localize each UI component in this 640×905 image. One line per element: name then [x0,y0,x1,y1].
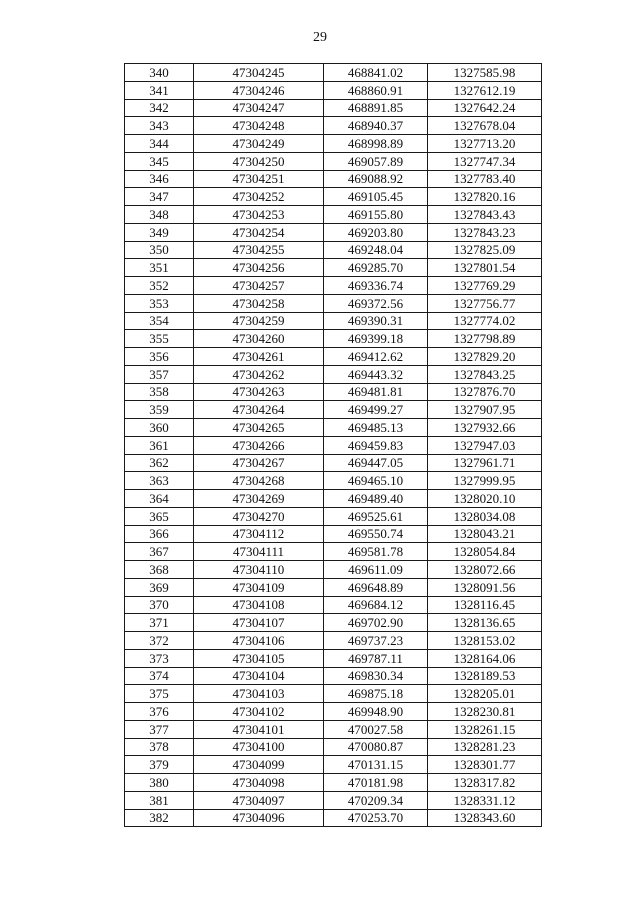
x-coordinate-cell: 469684.12 [324,596,428,614]
y-coordinate-cell: 1327843.43 [428,206,542,224]
point-number-cell: 348 [125,206,194,224]
point-number-cell: 381 [125,791,194,809]
y-coordinate-cell: 1327961.71 [428,454,542,472]
y-coordinate-cell: 1327585.98 [428,64,542,82]
point-id-cell: 47304267 [194,454,324,472]
x-coordinate-cell: 469830.34 [324,667,428,685]
point-id-cell: 47304260 [194,330,324,348]
point-id-cell: 47304105 [194,649,324,667]
point-id-cell: 47304098 [194,774,324,792]
x-coordinate-cell: 469285.70 [324,259,428,277]
point-id-cell: 47304266 [194,436,324,454]
y-coordinate-cell: 1327820.16 [428,188,542,206]
y-coordinate-cell: 1328189.53 [428,667,542,685]
point-id-cell: 47304104 [194,667,324,685]
point-number-cell: 373 [125,649,194,667]
table-row [125,578,542,596]
point-id-cell: 47304247 [194,99,324,117]
point-id-cell: 47304099 [194,756,324,774]
point-number-cell: 354 [125,312,194,330]
y-coordinate-cell: 1328301.77 [428,756,542,774]
y-coordinate-cell: 1327798.89 [428,330,542,348]
point-number-cell: 368 [125,561,194,579]
y-coordinate-cell: 1328116.45 [428,596,542,614]
point-id-cell: 47304257 [194,277,324,295]
y-coordinate-cell: 1327907.95 [428,401,542,419]
table-row [125,632,542,650]
x-coordinate-cell: 469611.09 [324,561,428,579]
y-coordinate-cell: 1327825.09 [428,241,542,259]
point-number-cell: 358 [125,383,194,401]
x-coordinate-cell: 469105.45 [324,188,428,206]
point-number-cell: 355 [125,330,194,348]
y-coordinate-cell: 1327756.77 [428,294,542,312]
x-coordinate-cell: 469875.18 [324,685,428,703]
point-number-cell: 362 [125,454,194,472]
point-number-cell: 352 [125,277,194,295]
page-number: 29 [313,30,327,45]
point-number-cell: 360 [125,419,194,437]
x-coordinate-cell: 470080.87 [324,738,428,756]
point-number-cell: 372 [125,632,194,650]
point-id-cell: 47304258 [194,294,324,312]
x-coordinate-cell: 468940.37 [324,117,428,135]
table-row [125,206,542,224]
y-coordinate-cell: 1327747.34 [428,152,542,170]
point-id-cell: 47304270 [194,507,324,525]
table-row [125,490,542,508]
table-row [125,472,542,490]
point-id-cell: 47304111 [194,543,324,561]
y-coordinate-cell: 1328136.65 [428,614,542,632]
point-id-cell: 47304097 [194,791,324,809]
point-id-cell: 47304248 [194,117,324,135]
x-coordinate-cell: 469459.83 [324,436,428,454]
point-id-cell: 47304108 [194,596,324,614]
x-coordinate-cell: 469248.04 [324,241,428,259]
y-coordinate-cell: 1327783.40 [428,170,542,188]
x-coordinate-cell: 469550.74 [324,525,428,543]
y-coordinate-cell: 1328020.10 [428,490,542,508]
x-coordinate-cell: 469581.78 [324,543,428,561]
point-number-cell: 370 [125,596,194,614]
point-number-cell: 350 [125,241,194,259]
y-coordinate-cell: 1327999.95 [428,472,542,490]
point-number-cell: 346 [125,170,194,188]
point-id-cell: 47304269 [194,490,324,508]
coordinates-table [124,63,542,827]
y-coordinate-cell: 1328343.60 [428,809,542,827]
x-coordinate-cell: 469481.81 [324,383,428,401]
x-coordinate-cell: 469447.05 [324,454,428,472]
point-id-cell: 47304096 [194,809,324,827]
table-row [125,614,542,632]
x-coordinate-cell: 469057.89 [324,152,428,170]
x-coordinate-cell: 469372.56 [324,294,428,312]
x-coordinate-cell: 470209.34 [324,791,428,809]
table-row [125,756,542,774]
x-coordinate-cell: 469412.62 [324,348,428,366]
point-number-cell: 356 [125,348,194,366]
y-coordinate-cell: 1328164.06 [428,649,542,667]
table-row [125,135,542,153]
point-number-cell: 344 [125,135,194,153]
x-coordinate-cell: 468998.89 [324,135,428,153]
point-number-cell: 363 [125,472,194,490]
x-coordinate-cell: 469787.11 [324,649,428,667]
table-row [125,152,542,170]
point-id-cell: 47304256 [194,259,324,277]
point-number-cell: 367 [125,543,194,561]
point-number-cell: 347 [125,188,194,206]
point-id-cell: 47304245 [194,64,324,82]
y-coordinate-cell: 1328054.84 [428,543,542,561]
coordinates-table-body [125,64,542,827]
x-coordinate-cell: 470131.15 [324,756,428,774]
table-row [125,720,542,738]
point-id-cell: 47304107 [194,614,324,632]
table-row [125,117,542,135]
point-id-cell: 47304112 [194,525,324,543]
point-number-cell: 377 [125,720,194,738]
table-row [125,667,542,685]
x-coordinate-cell: 468891.85 [324,99,428,117]
table-row [125,277,542,295]
table-row [125,330,542,348]
x-coordinate-cell: 469525.61 [324,507,428,525]
y-coordinate-cell: 1327932.66 [428,419,542,437]
y-coordinate-cell: 1327947.03 [428,436,542,454]
table-row [125,543,542,561]
y-coordinate-cell: 1328281.23 [428,738,542,756]
table-row [125,294,542,312]
y-coordinate-cell: 1328091.56 [428,578,542,596]
table-row [125,507,542,525]
point-number-cell: 369 [125,578,194,596]
x-coordinate-cell: 469390.31 [324,312,428,330]
table-row [125,596,542,614]
table-row [125,365,542,383]
table-row [125,791,542,809]
point-number-cell: 379 [125,756,194,774]
x-coordinate-cell: 469155.80 [324,206,428,224]
table-row [125,685,542,703]
y-coordinate-cell: 1327829.20 [428,348,542,366]
y-coordinate-cell: 1327774.02 [428,312,542,330]
x-coordinate-cell: 469702.90 [324,614,428,632]
table-row [125,401,542,419]
y-coordinate-cell: 1327642.24 [428,99,542,117]
x-coordinate-cell: 470181.98 [324,774,428,792]
x-coordinate-cell: 468841.02 [324,64,428,82]
table-row [125,99,542,117]
table-row [125,312,542,330]
table-row [125,64,542,82]
x-coordinate-cell: 469648.89 [324,578,428,596]
y-coordinate-cell: 1327801.54 [428,259,542,277]
table-row [125,419,542,437]
point-id-cell: 47304102 [194,703,324,721]
x-coordinate-cell: 469088.92 [324,170,428,188]
point-id-cell: 47304110 [194,561,324,579]
table-row [125,188,542,206]
point-number-cell: 366 [125,525,194,543]
point-id-cell: 47304265 [194,419,324,437]
table-row [125,525,542,543]
y-coordinate-cell: 1328034.08 [428,507,542,525]
point-id-cell: 47304262 [194,365,324,383]
x-coordinate-cell: 469485.13 [324,419,428,437]
x-coordinate-cell: 469399.18 [324,330,428,348]
point-number-cell: 345 [125,152,194,170]
point-number-cell: 361 [125,436,194,454]
x-coordinate-cell: 469948.90 [324,703,428,721]
point-number-cell: 349 [125,223,194,241]
y-coordinate-cell: 1328153.02 [428,632,542,650]
y-coordinate-cell: 1327612.19 [428,81,542,99]
y-coordinate-cell: 1327678.04 [428,117,542,135]
point-number-cell: 353 [125,294,194,312]
point-id-cell: 47304109 [194,578,324,596]
point-number-cell: 341 [125,81,194,99]
table-row [125,774,542,792]
point-id-cell: 47304100 [194,738,324,756]
table-row [125,436,542,454]
point-number-cell: 364 [125,490,194,508]
point-number-cell: 378 [125,738,194,756]
x-coordinate-cell: 469465.10 [324,472,428,490]
table-row [125,348,542,366]
x-coordinate-cell: 470027.58 [324,720,428,738]
x-coordinate-cell: 469443.32 [324,365,428,383]
point-number-cell: 365 [125,507,194,525]
x-coordinate-cell: 468860.91 [324,81,428,99]
x-coordinate-cell: 470253.70 [324,809,428,827]
y-coordinate-cell: 1328043.21 [428,525,542,543]
y-coordinate-cell: 1327769.29 [428,277,542,295]
table-row [125,383,542,401]
point-number-cell: 343 [125,117,194,135]
y-coordinate-cell: 1327843.25 [428,365,542,383]
point-number-cell: 376 [125,703,194,721]
table-row [125,809,542,827]
point-number-cell: 371 [125,614,194,632]
table-row [125,223,542,241]
point-id-cell: 47304250 [194,152,324,170]
point-id-cell: 47304259 [194,312,324,330]
point-number-cell: 351 [125,259,194,277]
y-coordinate-cell: 1328317.82 [428,774,542,792]
table-row [125,454,542,472]
x-coordinate-cell: 469489.40 [324,490,428,508]
x-coordinate-cell: 469499.27 [324,401,428,419]
table-row [125,81,542,99]
table-row [125,649,542,667]
point-number-cell: 375 [125,685,194,703]
point-number-cell: 340 [125,64,194,82]
point-id-cell: 47304253 [194,206,324,224]
point-number-cell: 359 [125,401,194,419]
table-row [125,241,542,259]
table-row [125,703,542,721]
x-coordinate-cell: 469737.23 [324,632,428,650]
point-id-cell: 47304264 [194,401,324,419]
point-id-cell: 47304255 [194,241,324,259]
point-number-cell: 342 [125,99,194,117]
x-coordinate-cell: 469203.80 [324,223,428,241]
x-coordinate-cell: 469336.74 [324,277,428,295]
y-coordinate-cell: 1328331.12 [428,791,542,809]
y-coordinate-cell: 1328205.01 [428,685,542,703]
y-coordinate-cell: 1328261.15 [428,720,542,738]
y-coordinate-cell: 1327843.23 [428,223,542,241]
point-id-cell: 47304246 [194,81,324,99]
table-row [125,561,542,579]
point-id-cell: 47304268 [194,472,324,490]
table-row [125,738,542,756]
table-row [125,170,542,188]
y-coordinate-cell: 1328072.66 [428,561,542,579]
table-row [125,259,542,277]
point-id-cell: 47304252 [194,188,324,206]
point-id-cell: 47304106 [194,632,324,650]
y-coordinate-cell: 1328230.81 [428,703,542,721]
y-coordinate-cell: 1327713.20 [428,135,542,153]
point-number-cell: 374 [125,667,194,685]
point-id-cell: 47304101 [194,720,324,738]
point-id-cell: 47304103 [194,685,324,703]
point-number-cell: 380 [125,774,194,792]
point-id-cell: 47304254 [194,223,324,241]
point-id-cell: 47304263 [194,383,324,401]
point-number-cell: 357 [125,365,194,383]
point-id-cell: 47304261 [194,348,324,366]
point-number-cell: 382 [125,809,194,827]
point-id-cell: 47304251 [194,170,324,188]
point-id-cell: 47304249 [194,135,324,153]
y-coordinate-cell: 1327876.70 [428,383,542,401]
